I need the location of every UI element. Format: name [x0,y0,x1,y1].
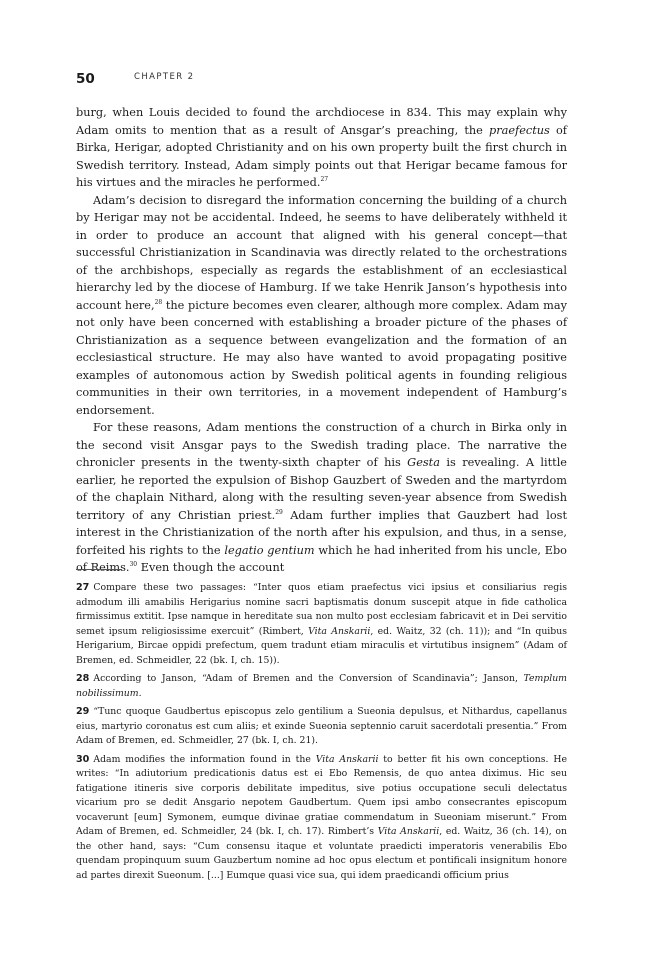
footnote-text: , ed. Waitz, 32 (ch. 11)); and “In quibus Herigarium, Bircae oppidi prefectum, quem tradunt etiam miraculis et virtutibus insignem” (Adam of Bremen, ed. Schmeidler, 22 (bk. I, ch. 15)). [76,625,567,666]
running-head [76,70,195,90]
chapter-label: CHAPTER 2 [134,72,195,82]
text-run: is revealing. A little earlier, he reported the expulsion of Bishop Gauzbert of Sweden and the martyrdom of the chaplain Nithard, along with the resulting seven-year absence from Swedish territory of any Christian priest. [76,456,567,522]
italic-title: Templum nobilissimum [76,673,567,699]
footnote-number: 29 [76,706,90,717]
footnote-text: , ed. Waitz, 36 (ch. 14), on the other hand, says: “Cum consensu itaque et voluntate praedicti imperatoris venerabilis Ebo quendam propinquum suum Gauzbertum nomine ad hoc opus electum et pontificali insignitum honore ad partes direxit Sueonum. [...] Eumque quasi vice sua, qui idem praedicandi officium prius [76,826,567,881]
footnote-27 [76,581,567,668]
paragraph-2 [76,192,567,420]
footnote-number: 28 [76,673,90,684]
footnote-30 [76,753,567,884]
text-run: which he had inherited from his uncle, Ebo of Reims. [76,543,567,574]
main-text [76,104,567,577]
paragraph-1 [76,104,567,192]
footnote-ref-28[interactable]: 28 [154,298,163,306]
italic-title: Vita Anskarii [315,753,379,765]
footnote-ref-27[interactable]: 27 [320,176,329,184]
italic-term: Gesta [407,456,440,469]
footnote-number: 27 [76,582,90,593]
italic-title: Vita Anskarii [308,625,371,637]
text-run: the picture becomes even clearer, although more complex. Adam may not only have been concerned with establishing a broader picture of the phases of Christianization as a sequence between evangelization and the formation of an ecclesiastical structure. He may also have wanted to avoid propagating positive examples of autonomous action by Swedish political agents in founding religious communities in their own territories, in a movement independent of Hamburg’s endorsement. [76,298,567,417]
footnote-text: “Tunc quoque Gaudbertus episcopus zelo gentilium a Sueonia depulsus, et Nithardus, capellanus eius, martyrio coronatus est cum aliis; et exinde Sueonia septennio caruit sacerdotali presentia.” From Adam of Bremen, ed. Schmeidler, 27 (bk. I, ch. 21). [76,706,567,746]
italic-term: praefectus [488,123,550,137]
footnote-28 [76,672,567,701]
footnote-ref-30[interactable]: 30 [129,561,138,569]
footnote-number: 30 [76,753,90,765]
text-run: Even though the account [137,561,285,574]
text-run: Adam’s decision to disregard the information concerning the building of a church by Herigar may not be accidental. Indeed, he seems to have deliberately withheld it in order to produce an account that aligned with his general concept—that successful Christianization in Scandinavia was directly related to the orchestrations of the archbishops, especially as regards the establishment of an ecclesiastical hierarchy led by the diocese of Hamburg. If we take Henrik Janson’s hypothesis into account here, [76,193,567,312]
text-run: For these reasons, Adam mentions the construction of a church in Birka only in the second visit Ansgar pays to the Swedish trading place. The narrative the chronicler presents in the twenty-sixth chapter of his [76,421,567,469]
footnote-separator [76,569,122,570]
text-run: of Birka, Herigar, adopted Christianity and on his own property built the first church in Swedish territory. Instead, Adam simply points out that Herigar became famous for his virtues and the miracles he performed. [76,123,567,189]
footnote-ref-29[interactable]: 29 [275,508,283,516]
text-run: Adam further implies that Gauzbert had lost interest in the Christianization of the north after his expulsion, and thus, in a sense, forfeited his rights to the [76,508,567,557]
italic-title: Vita Anskarii [377,826,440,837]
text-run: burg, when Louis decided to found the archdiocese in 834. This may explain why Adam omits to mention that as a result of Ansgar’s preaching, the [76,106,567,137]
page-number: 50 [76,71,95,87]
footnote-text: According to Janson, “Adam of Bremen and the Conversion of Scandinavia”; Janson, [93,673,524,684]
footnote-text: Compare these two passages: “Inter quos etiam praefectus vici ipsius et consiliarius regis admodum illi amabilis Herigarius nomine sacri baptismatis donum suscepit atque in fide catholica firmissimus extitit. Ipse namque in hereditate sua non multo post ecclesiam fabricavit et in Dei servitio semet ipsum religiosissime exercuit” (Rimbert, [76,582,567,637]
footnote-text: . [138,687,142,699]
italic-term: legatio gentium [224,543,315,557]
footnote-29 [76,705,567,749]
paragraph-3 [76,419,567,577]
footnote-text: to better fit his own conceptions. He writes: “In adiutorium predicationis datus est ei Ebo Remensis, de quo antea diximus. Hic seu fatigatione itineris sive corporis debilitate impeditus, sive potius occupatione seculi delectatus vicarium pro se dedit Ansgario nepotem Gaudbertum. Quem ipsi ambo consecrantes episcopum vocaverunt [eum] Symonem, eumque divinae gratiae commendatum in Sueoniam miserunt.” From Adam of Bremen, ed. Schmeidler, 24 (bk. I, ch. 17). Rimbert’s [76,753,567,837]
footnotes [76,581,567,887]
footnote-text: Adam modifies the information found in the [93,753,316,765]
